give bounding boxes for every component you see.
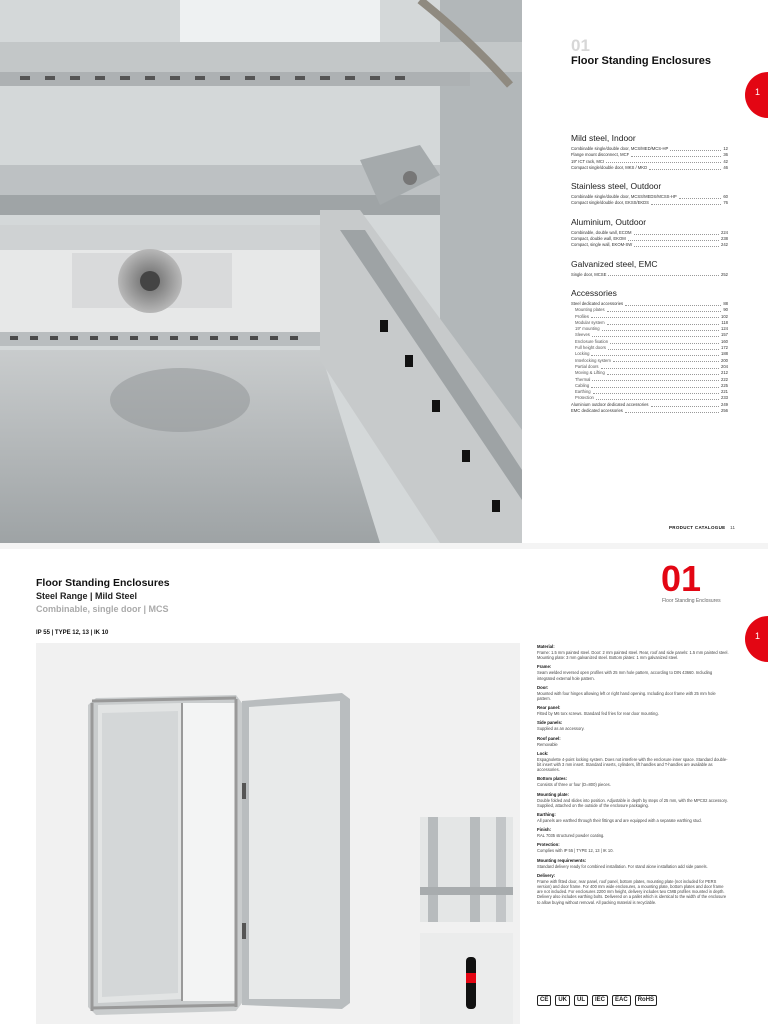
spec-text: Standard delivery ready for combined installation. For stand alone installation add side panels. [537, 863, 708, 869]
spec-text: Removable [537, 741, 558, 747]
toc-item-page: 60 [723, 194, 728, 200]
toc-item-page: 222 [721, 376, 728, 382]
toc-leader-dots [601, 364, 719, 369]
toc-item-page: 200 [721, 357, 728, 363]
toc-leader-dots [591, 383, 719, 388]
chapter-tab-label: 1 [755, 631, 761, 641]
toc-leader-dots [608, 345, 719, 350]
spec-block [537, 751, 730, 773]
cert-mark-icon: CE [537, 995, 551, 1006]
toc-item-page: 256 [721, 408, 728, 414]
chapter-tab-label: 1 [755, 87, 761, 97]
toc-item-label: 19" ICT rack, MCI [571, 158, 605, 164]
spec-text: RAL 7035 structured powder coating. [537, 833, 605, 839]
toc-section-heading: Accessories [571, 287, 617, 298]
toc-item-page: 90 [723, 307, 728, 313]
toc-item-label: Moving & Lifting [575, 370, 605, 376]
spec-heading: Delivery: [537, 872, 556, 878]
toc-item-page: 252 [721, 271, 728, 277]
toc-item-label: Flange mount disconnect, MCF [571, 152, 630, 158]
toc-leader-dots [634, 242, 719, 247]
chapter-number: 01 [571, 36, 590, 55]
toc-item-label: Compact single/double door, EKSS/EKDS [571, 200, 649, 206]
spec-block [537, 664, 730, 680]
product-description [537, 644, 730, 909]
toc-leader-dots [628, 236, 719, 241]
toc-item-page: 12 [723, 146, 728, 151]
spec-text: Frame: 1.5 mm painted steel. Door: 2 mm painted steel. Rear, roof and side panels: 1.5 mm painted steel. Mounting plate: 3 mm galvanized steel. Bottom plates: 1 mm galvanized steel. [537, 650, 729, 661]
spec-heading: Protection: [537, 842, 560, 848]
spec-block [537, 776, 730, 787]
detail-image-handle [420, 933, 513, 1024]
toc-item-label: Profiles [575, 313, 589, 319]
toc-item-page: 76 [723, 200, 728, 206]
toc-item-label: Combinable single/double door, MCS/MED/MCS-HP [571, 146, 669, 151]
toc-item-label: Thermal [575, 376, 591, 382]
toc-section [571, 288, 728, 414]
toc-leader-dots [631, 152, 721, 157]
toc-item-label: Full height doors [575, 345, 606, 351]
toc-item-page: 102 [721, 313, 728, 319]
toc-item-label: Combinable, double wall, ECOM [571, 229, 632, 235]
toc-item-label: Steel dedicated accessories [571, 300, 624, 306]
page-footer [669, 525, 735, 530]
toc-leader-dots [592, 332, 719, 337]
toc-leader-dots [592, 377, 719, 382]
spec-block [537, 873, 730, 905]
toc-leader-dots [625, 408, 719, 413]
toc-leader-dots [670, 146, 721, 151]
toc-item-page: 88 [723, 300, 728, 306]
chapter-number-large: 01 [661, 558, 702, 599]
spec-block [537, 827, 730, 838]
toc-item-label: Sleeves [575, 332, 590, 338]
toc-item-label: Cabling [575, 382, 590, 388]
cert-mark-icon: UK [555, 995, 570, 1006]
spec-block [537, 685, 730, 701]
spec-text: Mounted with four hinges allowing left or right hand opening. Including door frame with 25 mm hole pattern. [537, 690, 716, 702]
toc-leader-dots [606, 159, 721, 164]
protection-spec: IP 55 | TYPE 12, 13 | IK 10 [36, 630, 109, 636]
toc-item[interactable] [571, 200, 728, 206]
cert-mark-icon: EAC [612, 995, 631, 1006]
spec-text: Seam welded reversed open profiles with 25 mm hole pattern, according to DIN 43660. Including integrated external hole pattern. [537, 670, 713, 681]
table-of-contents [571, 133, 728, 424]
product-range: Steel Range | Mild Steel [36, 591, 138, 601]
toc-leader-dots [649, 165, 721, 170]
toc-item-label: Combinable single/double door, MCSS/MEDS/MCSS-HP [571, 194, 677, 200]
toc-section [571, 217, 728, 249]
toc-item-label: Compact, double wall, EKOM [571, 236, 626, 242]
spec-heading: Mounting plate: [537, 791, 569, 797]
toc-item[interactable] [571, 272, 728, 278]
spec-text: Frame with fitted door, rear panel, roof panel, bottom plates, mounting plate (not included for PERS version) and door frame. For 400 mm wide enclosures, a mounting plate, bottom plates and door frame are not included. For enclosures 2200 mm height, delivery includes two CMB profiles mounted in depth. Delivery also includes earthing bolts. Delivered on a pallet which is identical to the width of the enclosure to allow buying without removal. All packing material is recyclable. [537, 878, 727, 905]
toc-section [571, 259, 728, 278]
toc-item-label: EMC dedicated accessories [571, 408, 623, 414]
chapter-title: Floor Standing Enclosures [571, 55, 711, 67]
toc-item-label: Mounting plates [575, 307, 605, 313]
spec-text: Double folded and slides into position. Adjustable in depth by steps of 25 mm, with the MPC02 accessory. Supplied, attached on the outside of the enclosure packaging. [537, 797, 728, 808]
toc-leader-dots [593, 389, 719, 394]
toc-leader-dots [613, 358, 719, 363]
toc-leader-dots [591, 314, 719, 319]
detail-image-frame [420, 817, 513, 922]
toc-item-page: 212 [721, 370, 728, 376]
spec-heading: Frame: [537, 664, 552, 670]
toc-item-page: 172 [721, 345, 728, 351]
toc-leader-dots [634, 230, 719, 235]
toc-section-heading: Mild steel, Indoor [571, 133, 636, 143]
spec-block [537, 858, 730, 869]
spec-block [537, 812, 730, 823]
cert-mark-icon: IEC [592, 995, 608, 1006]
toc-item-page: 42 [723, 158, 728, 164]
enclosure-interior-photo [0, 0, 522, 543]
spec-heading: Bottom plates: [537, 776, 568, 782]
toc-leader-dots [602, 326, 719, 331]
spec-heading: Side panels: [537, 720, 563, 726]
spec-heading: Finish: [537, 827, 552, 833]
toc-item-label: Enclosure fixation [575, 338, 609, 344]
spec-heading: Roof panel: [537, 735, 561, 741]
toc-item-page: 124 [721, 326, 728, 332]
toc-item-page: 46 [723, 164, 728, 170]
toc-leader-dots [607, 320, 720, 325]
toc-item-label: Aluminium outdoor dedicated accessories [571, 401, 649, 407]
spec-block [537, 842, 730, 853]
toc-item-label: Compact, single wall, EKOM-SW [571, 242, 633, 248]
spec-block [537, 736, 730, 747]
toc-leader-dots [625, 301, 721, 306]
toc-leader-dots [607, 370, 719, 375]
product-variant: Combinable, single door | MCS [36, 604, 169, 614]
toc-section-heading: Galvanized steel, EMC [571, 258, 658, 269]
toc-item-page: 238 [721, 236, 728, 242]
toc-item-label: Modular system [575, 319, 605, 325]
toc-item-page: 242 [721, 242, 728, 248]
toc-item-page: 204 [721, 363, 728, 369]
spec-block [537, 644, 730, 660]
toc-item-label: Interlocking system [575, 357, 611, 363]
toc-item-label: Locking [575, 351, 590, 357]
toc-item-label: Single door, MCSE [571, 271, 607, 277]
footer-page-number: 11 [730, 525, 736, 530]
toc-item-label: Partial doors [575, 363, 599, 369]
toc-item-label: 19" mounting [575, 326, 600, 332]
toc-item[interactable] [571, 408, 728, 414]
toc-item-label: Earthing [575, 389, 591, 395]
spec-text: Espagnolette 4-point locking system. Does not interfere with the enclosure inner space. Standard double-bit insert with 3 mm insert. Standard inserts, cylinders, lift handles and T-handles are available as accessories. [537, 756, 728, 773]
catalogue-page-bottom [0, 549, 768, 1024]
spec-heading: Earthing: [537, 812, 556, 818]
toc-leader-dots [651, 200, 721, 205]
toc-item-page: 224 [721, 229, 728, 235]
toc-item-page: 233 [721, 395, 728, 401]
spec-heading: Mounting requirements: [537, 857, 587, 863]
toc-item[interactable] [571, 242, 728, 248]
toc-item-page: 188 [721, 351, 728, 357]
cert-mark-icon: RoHS [635, 995, 657, 1006]
toc-leader-dots [679, 194, 722, 199]
footer-label: PRODUCT CATALOGUE [669, 525, 726, 530]
spec-heading: Door: [537, 684, 549, 690]
toc-item-label: Compact single/double door, MKS / MKD [571, 164, 648, 170]
certification-marks [537, 995, 657, 1006]
spec-text: All panels are earthed through their fittings and are equipped with a separate earthing stud. [537, 818, 702, 824]
toc-section-heading: Aluminium, Outdoor [571, 216, 647, 227]
toc-item-page: 249 [721, 401, 728, 407]
spec-heading: Lock: [537, 750, 549, 756]
spec-block [537, 705, 730, 716]
spec-text: Complies with IP 55 | TYPE 12, 13 | IK 10. [537, 848, 614, 854]
chapter-tab[interactable] [745, 616, 768, 662]
spec-heading: Rear panel: [537, 705, 561, 711]
spec-block [537, 792, 730, 808]
toc-item-page: 221 [721, 389, 728, 395]
toc-item-page: 225 [721, 382, 728, 388]
toc-section [571, 133, 728, 171]
spec-text: Consists of three or four (D=800) pieces. [537, 782, 611, 788]
chapter-tab[interactable] [745, 72, 768, 118]
toc-item-page: 157 [721, 332, 728, 338]
spec-text: Supplied as an accessory. [537, 726, 585, 732]
product-title: Floor Standing Enclosures [36, 577, 170, 589]
spec-block [537, 720, 730, 731]
toc-item-page: 118 [721, 319, 728, 325]
toc-item-page: 160 [721, 338, 728, 344]
spec-text: Fitted by M6 torx screws. Standard fed fries for rear door mounting. [537, 711, 659, 717]
toc-section-heading: Stainless steel, Outdoor [571, 181, 662, 192]
toc-leader-dots [608, 272, 719, 277]
toc-leader-dots [607, 307, 722, 312]
toc-leader-dots [596, 395, 719, 400]
toc-item-page: 36 [723, 152, 728, 158]
toc-item[interactable] [571, 165, 728, 171]
toc-leader-dots [610, 339, 719, 344]
chapter-label: Floor Standing Enclosures [662, 598, 721, 604]
toc-leader-dots [651, 402, 719, 407]
toc-leader-dots [591, 351, 719, 356]
toc-item-label: Protection [575, 395, 594, 401]
spec-heading: Material: [537, 644, 555, 649]
cert-mark-icon: UL [574, 995, 588, 1006]
toc-section [571, 181, 728, 207]
